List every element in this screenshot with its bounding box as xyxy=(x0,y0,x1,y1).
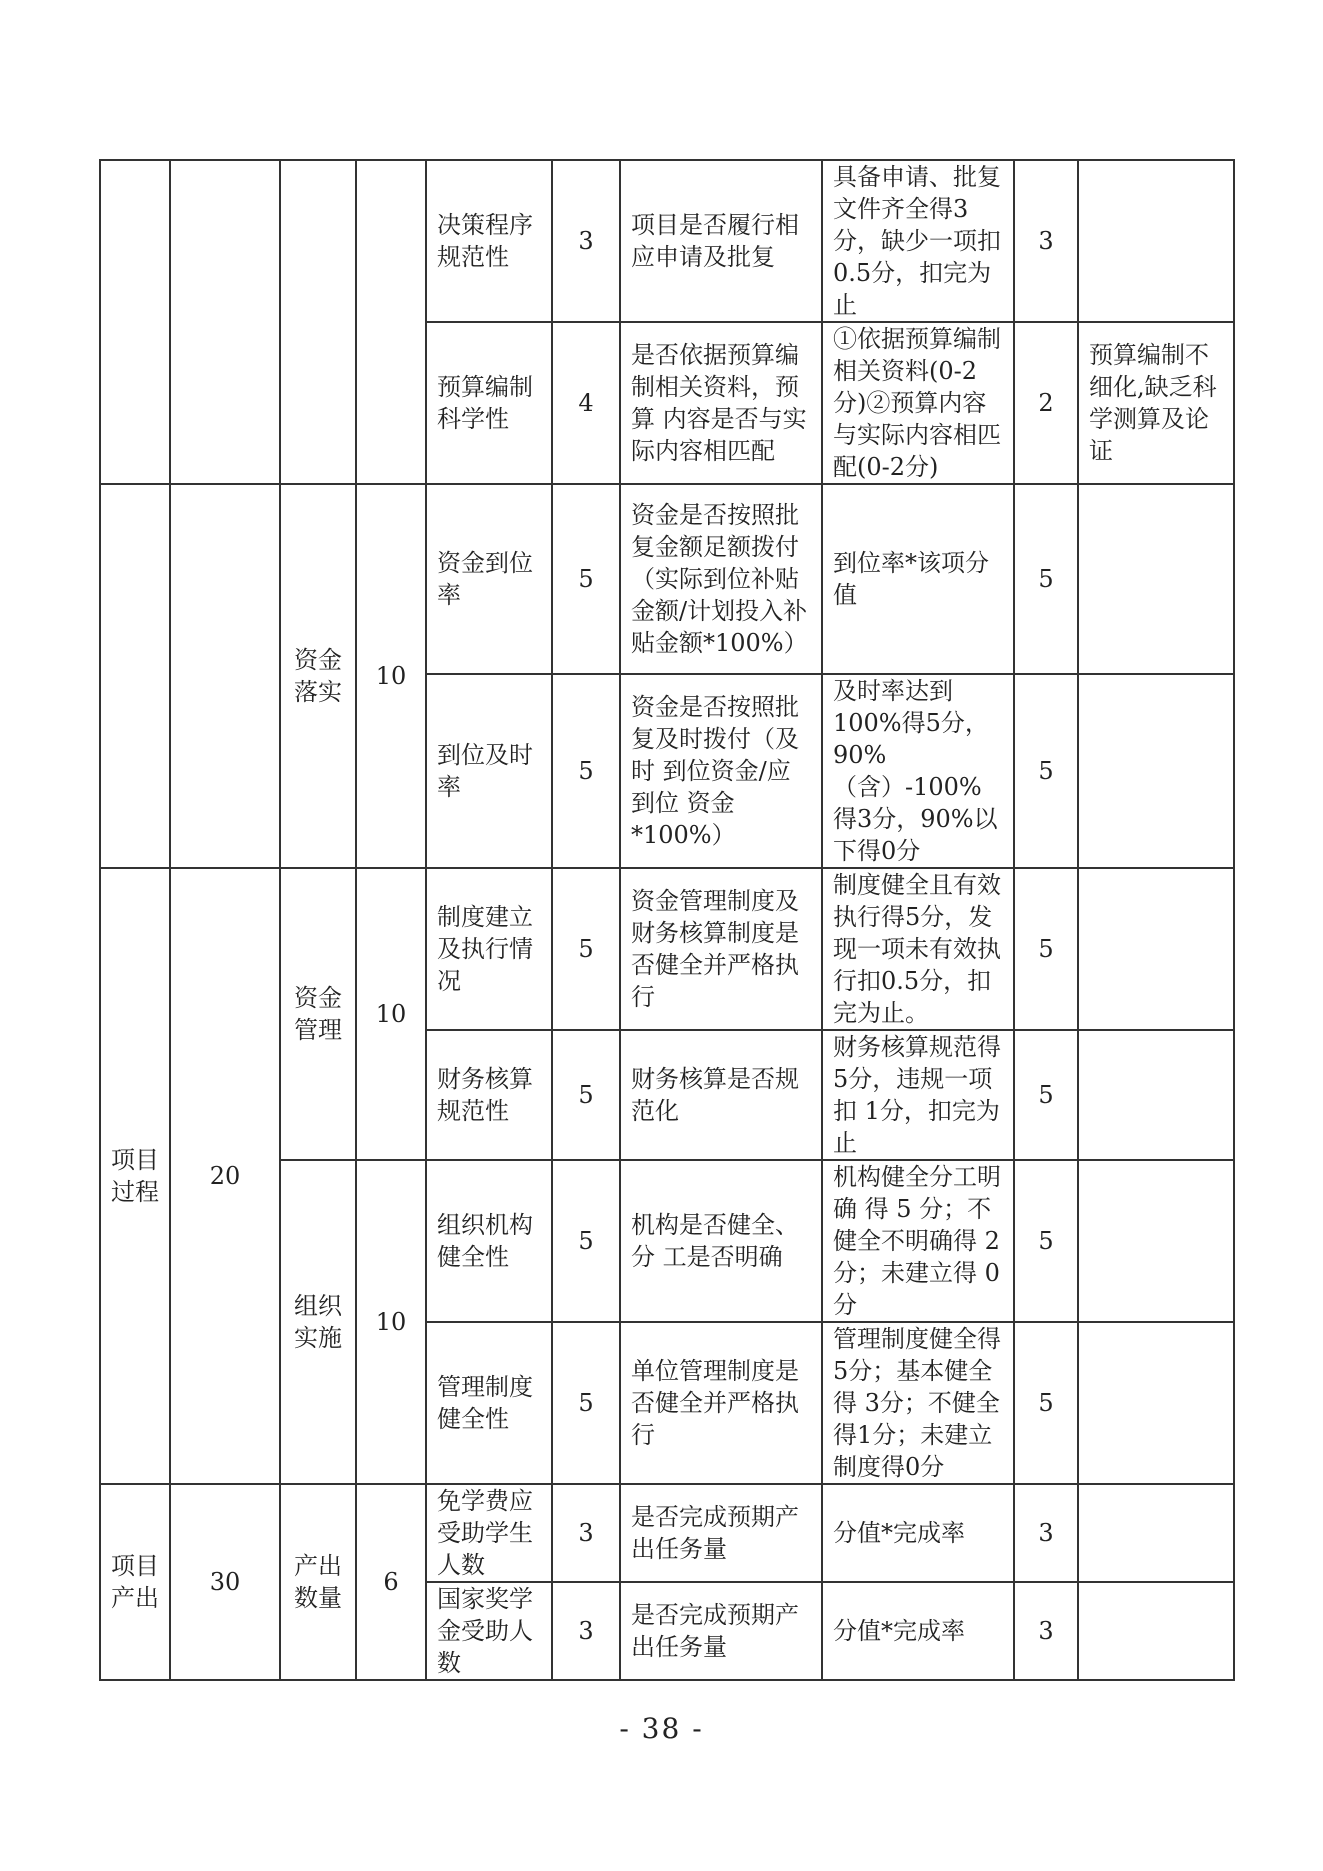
weight-cell: 5 xyxy=(552,484,620,674)
criteria-cell: 分值*完成率 xyxy=(822,1484,1014,1582)
content-cell: 是否依据预算编制相关资料，预算 内容是否与实际内容相匹配 xyxy=(620,322,822,484)
weight-cell: 5 xyxy=(552,1322,620,1484)
page-number: - 38 - xyxy=(619,1712,704,1745)
sub-indicator-cell: 决策程序规范性 xyxy=(426,160,552,322)
table-row xyxy=(100,1484,1234,1582)
sub-indicator-cell: 组织机构健全性 xyxy=(426,1160,552,1322)
score-cell: 5 xyxy=(1014,484,1078,674)
sub-indicator-cell: 预算编制科学性 xyxy=(426,322,552,484)
sub-indicator-cell: 到位及时率 xyxy=(426,674,552,868)
weight-cell: 4 xyxy=(552,322,620,484)
group-cell-empty xyxy=(280,160,356,484)
note-cell xyxy=(1078,1030,1234,1160)
content-cell: 资金是否按照批复及时拨付（及时 到位资金/应到位 资金*100%） xyxy=(620,674,822,868)
note-cell xyxy=(1078,1582,1234,1680)
criteria-cell: 财务核算规范得 5分，违规一项扣 1分，扣完为止 xyxy=(822,1030,1014,1160)
note-cell: 预算编制不细化,缺乏科学测算及论证 xyxy=(1078,322,1234,484)
weight-cell: 3 xyxy=(552,1484,620,1582)
table-row xyxy=(100,868,1234,1030)
score-cell: 5 xyxy=(1014,868,1078,1030)
score-cell: 3 xyxy=(1014,160,1078,322)
note-cell xyxy=(1078,484,1234,674)
score-cell: 2 xyxy=(1014,322,1078,484)
score-cell: 5 xyxy=(1014,1160,1078,1322)
category-weight-cell-empty xyxy=(170,484,280,868)
criteria-cell: 制度健全且有效执行得5分，发现一项未有效执行扣0.5分，扣完为止。 xyxy=(822,868,1014,1030)
group-weight-cell: 10 xyxy=(356,1160,426,1484)
evaluation-table xyxy=(99,159,1235,1681)
group-label-cell: 产出数量 xyxy=(280,1484,356,1680)
content-cell: 项目是否履行相应申请及批复 xyxy=(620,160,822,322)
criteria-cell: 及时率达到100%得5分，90%（含）-100%得3分，90%以下得0分 xyxy=(822,674,1014,868)
group-weight-cell: 10 xyxy=(356,868,426,1160)
group-weight-cell-empty xyxy=(356,160,426,484)
sub-indicator-cell: 国家奖学金受助人数 xyxy=(426,1582,552,1680)
score-cell: 5 xyxy=(1014,1322,1078,1484)
sub-indicator-cell: 资金到位率 xyxy=(426,484,552,674)
content-cell: 单位管理制度是否健全并严格执行 xyxy=(620,1322,822,1484)
sub-indicator-cell: 制度建立及执行情况 xyxy=(426,868,552,1030)
weight-cell: 3 xyxy=(552,1582,620,1680)
criteria-cell: 管理制度健全得5分；基本健全得 3分；不健全得1分；未建立制度得0分 xyxy=(822,1322,1014,1484)
sub-indicator-cell: 免学费应受助学生人数 xyxy=(426,1484,552,1582)
note-cell xyxy=(1078,1160,1234,1322)
note-cell xyxy=(1078,868,1234,1030)
category-weight-cell: 20 xyxy=(170,868,280,1484)
weight-cell: 3 xyxy=(552,160,620,322)
group-label-cell: 资金落实 xyxy=(280,484,356,868)
score-cell: 3 xyxy=(1014,1582,1078,1680)
criteria-cell: 机构健全分工明确 得 5 分；不健全不明确得 2 分；未建立得 0 分 xyxy=(822,1160,1014,1322)
score-cell: 3 xyxy=(1014,1484,1078,1582)
content-cell: 资金管理制度及财务核算制度是否健全并严格执行 xyxy=(620,868,822,1030)
category-weight-cell: 30 xyxy=(170,1484,280,1680)
criteria-cell: 具备申请、批复文件齐全得3分，缺少一项扣0.5分，扣完为止 xyxy=(822,160,1014,322)
content-cell: 是否完成预期产出任务量 xyxy=(620,1484,822,1582)
category-weight-cell-empty xyxy=(170,160,280,484)
weight-cell: 5 xyxy=(552,868,620,1030)
criteria-cell: 分值*完成率 xyxy=(822,1582,1014,1680)
weight-cell: 5 xyxy=(552,674,620,868)
sub-indicator-cell: 管理制度健全性 xyxy=(426,1322,552,1484)
group-label-cell: 资金管理 xyxy=(280,868,356,1160)
note-cell xyxy=(1078,674,1234,868)
category-cell-empty xyxy=(100,160,170,484)
group-weight-cell: 10 xyxy=(356,484,426,868)
sub-indicator-cell: 财务核算规范性 xyxy=(426,1030,552,1160)
group-weight-cell: 6 xyxy=(356,1484,426,1680)
content-cell: 是否完成预期产出任务量 xyxy=(620,1582,822,1680)
weight-cell: 5 xyxy=(552,1030,620,1160)
group-label-cell: 组织实施 xyxy=(280,1160,356,1484)
content-cell: 机构是否健全、分 工是否明确 xyxy=(620,1160,822,1322)
criteria-cell: ①依据预算编制相关资料(0-2分)②预算内容与实际内容相匹配(0-2分) xyxy=(822,322,1014,484)
note-cell xyxy=(1078,1322,1234,1484)
criteria-cell: 到位率*该项分值 xyxy=(822,484,1014,674)
category-label-cell: 项目产出 xyxy=(100,1484,170,1680)
table-row xyxy=(100,484,1234,674)
content-cell: 资金是否按照批复金额足额拨付（实际到位补贴金额/计划投入补 贴金额*100%） xyxy=(620,484,822,674)
note-cell xyxy=(1078,160,1234,322)
content-cell: 财务核算是否规范化 xyxy=(620,1030,822,1160)
weight-cell: 5 xyxy=(552,1160,620,1322)
category-label-cell: 项目过程 xyxy=(100,868,170,1484)
note-cell xyxy=(1078,1484,1234,1582)
score-cell: 5 xyxy=(1014,1030,1078,1160)
score-cell: 5 xyxy=(1014,674,1078,868)
table-row xyxy=(100,160,1234,322)
category-cell-empty xyxy=(100,484,170,868)
